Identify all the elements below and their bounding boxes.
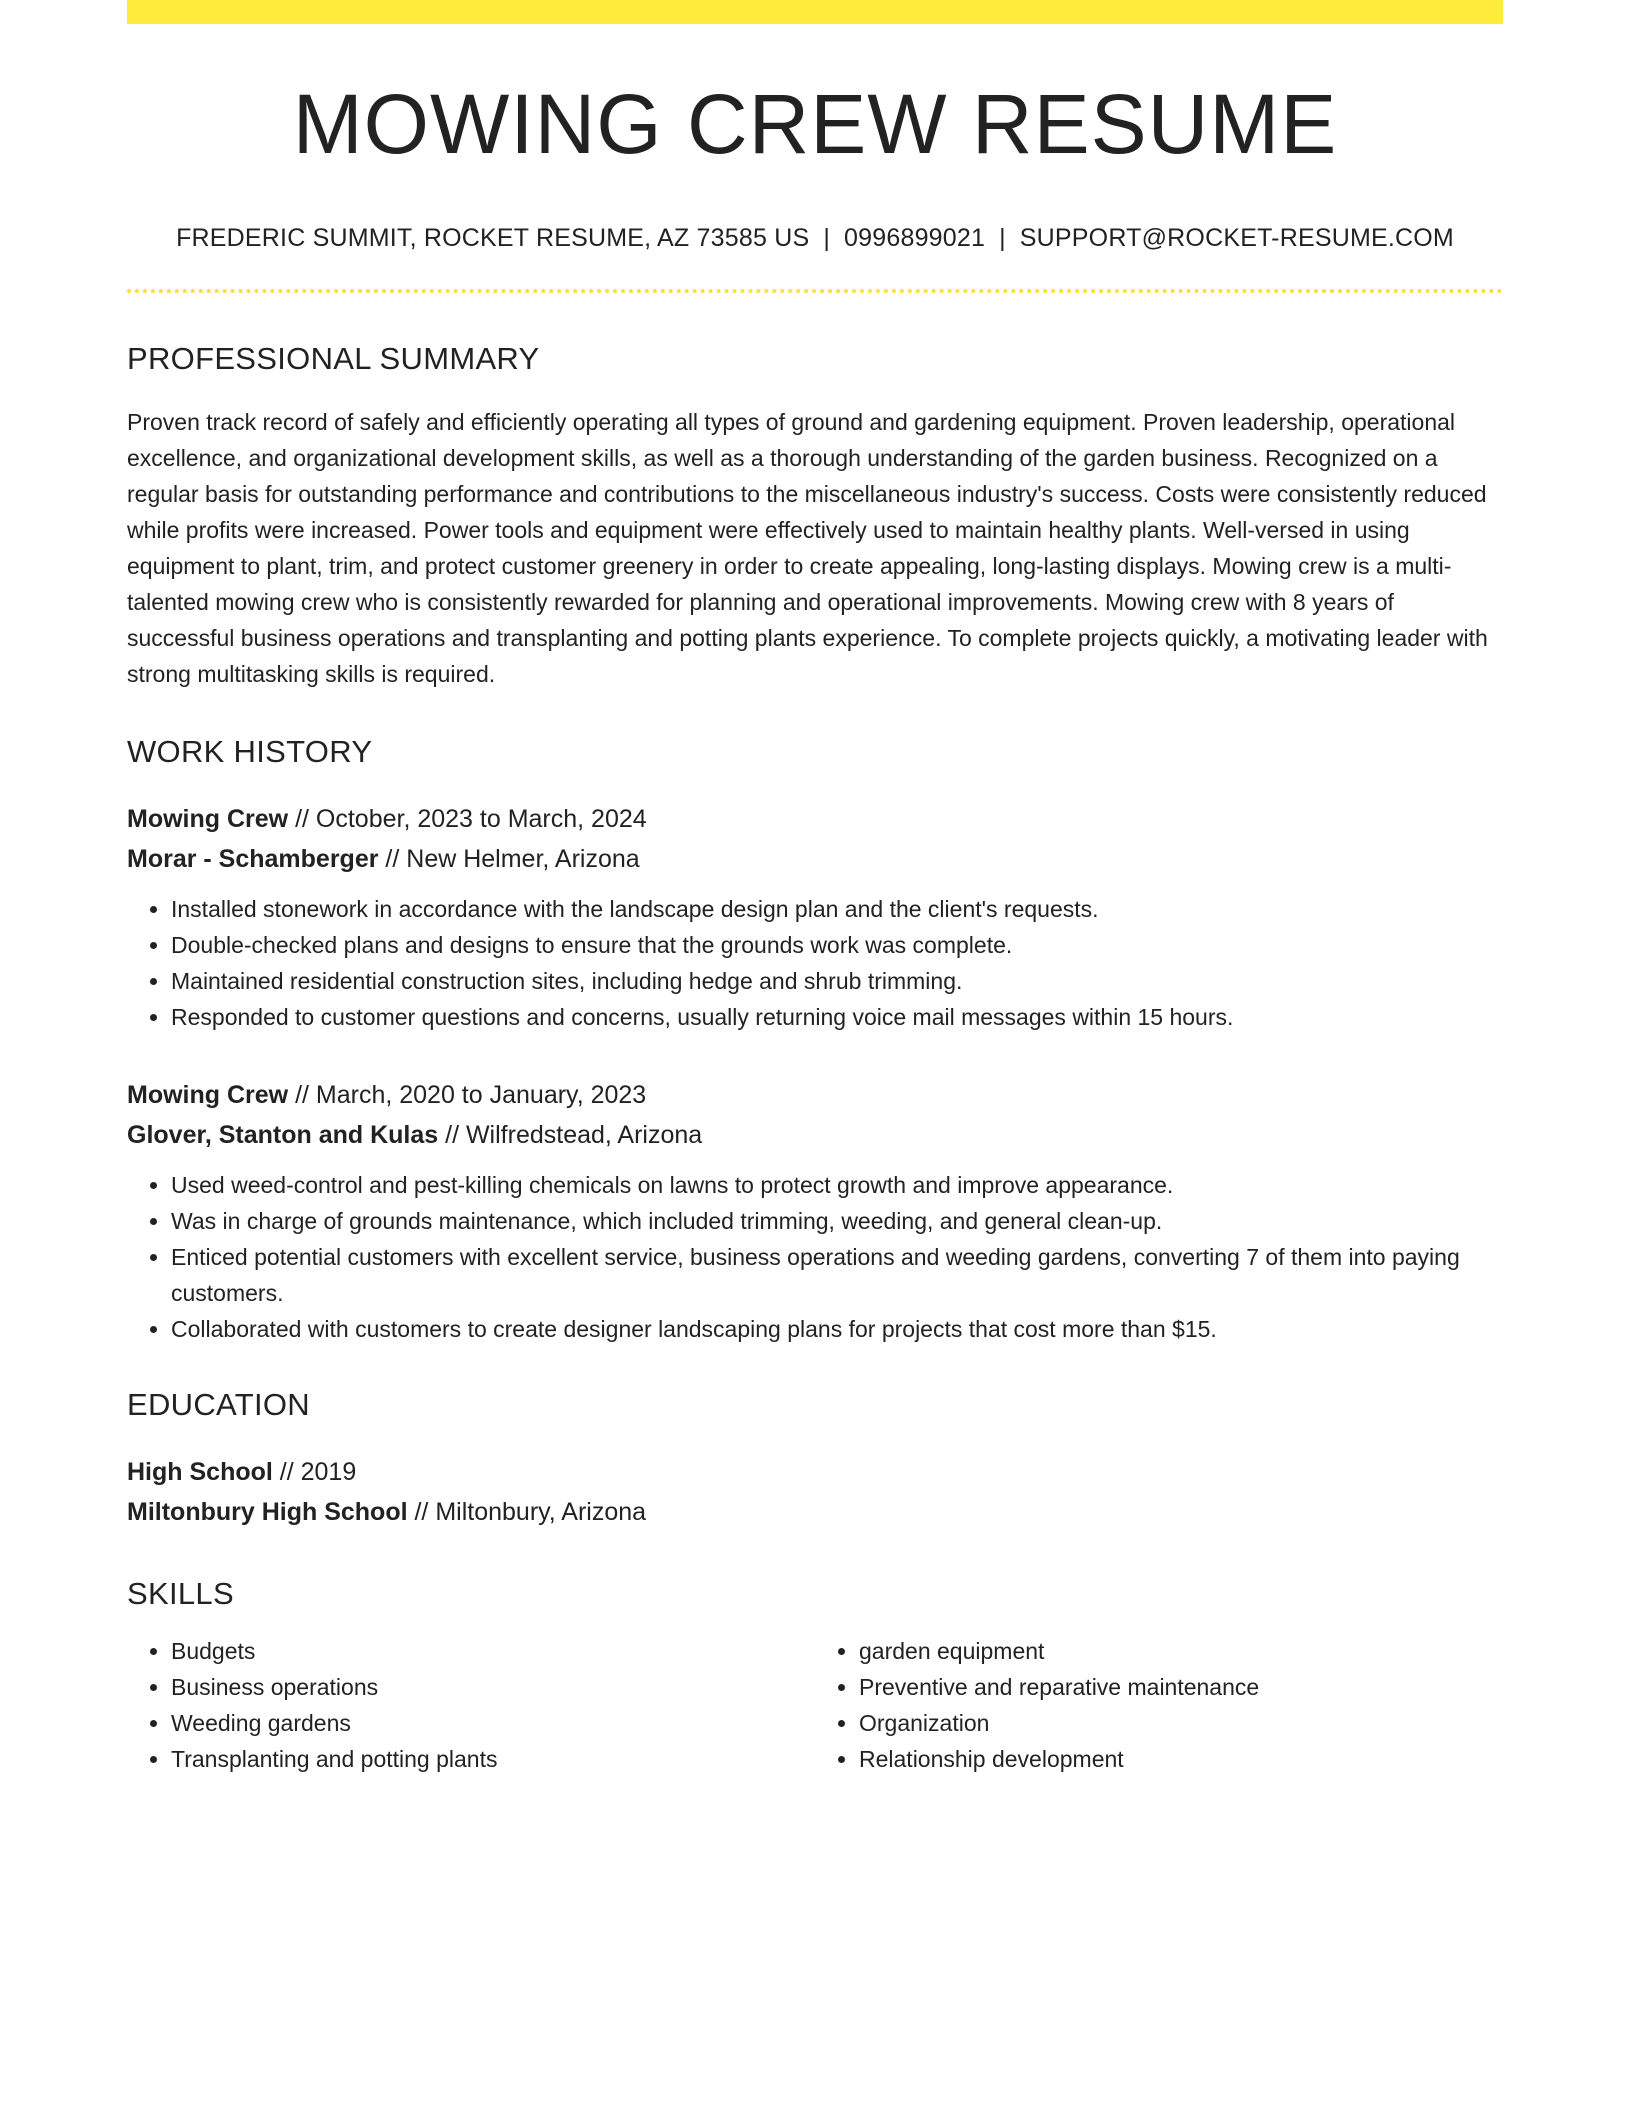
job-title-line [127, 799, 1503, 839]
job-bullets [127, 1167, 1503, 1347]
resume-title: MOWING CREW RESUME [292, 77, 1338, 171]
skills-grid [127, 1633, 1503, 1777]
skill-item: • Transplanting and potting plants [171, 1741, 815, 1777]
skills-column-right [815, 1633, 1503, 1777]
job-bullets [127, 891, 1503, 1035]
header-divider [127, 289, 1503, 293]
job-company-line [127, 839, 1503, 879]
skill-item: • Preventive and reparative maintenance [859, 1669, 1503, 1705]
resume-page [127, 0, 1503, 1777]
job-entry [127, 799, 1503, 1035]
job-dates: // March, 2020 to January, 2023 [295, 1081, 647, 1109]
summary-heading: PROFESSIONAL SUMMARY [127, 341, 540, 376]
skill-item: • Organization [859, 1705, 1503, 1741]
contact-separator: | [823, 224, 831, 252]
contact-separator: | [999, 224, 1006, 252]
job-location: // New Helmer, Arizona [385, 845, 640, 873]
job-bullet: • Responded to customer questions and concerns, usually returning voice mail messages within 15 hours. [171, 999, 1503, 1035]
job-bullet: • Was in charge of grounds maintenance, which included trimming, weeding, and general clean-up. [171, 1203, 1503, 1239]
job-bullet: • Maintained residential construction sites, including hedge and shrub trimming. [171, 963, 1503, 999]
education-school: Miltonbury High School [127, 1498, 408, 1526]
job-location: // Wilfredstead, Arizona [445, 1121, 703, 1149]
contact-phone: 0996899021 [844, 224, 986, 252]
job-bullet: • Enticed potential customers with excellent service, business operations and weeding gardens, converting 7 of them into paying customers. [171, 1239, 1503, 1311]
education-degree-line [127, 1452, 1503, 1492]
job-dates: // October, 2023 to March, 2024 [295, 805, 647, 833]
contact-email: SUPPORT@ROCKET-RESUME.COM [1019, 224, 1454, 252]
skill-item: • garden equipment [859, 1633, 1503, 1669]
job-bullet: • Collaborated with customers to create designer landscaping plans for projects that cost more than $15. [171, 1311, 1503, 1347]
education-location: // Miltonbury, Arizona [414, 1498, 647, 1526]
job-bullet: • Installed stonework in accordance with the landscape design plan and the client's requests. [171, 891, 1503, 927]
work-history-heading: WORK HISTORY [127, 734, 373, 769]
job-title-line [127, 1075, 1503, 1115]
job-bullet: • Double-checked plans and designs to ensure that the grounds work was complete. [171, 927, 1503, 963]
skills-heading: SKILLS [127, 1576, 234, 1611]
skill-item: • Weeding gardens [171, 1705, 815, 1741]
skills-column-left [127, 1633, 815, 1777]
skill-item: • Business operations [171, 1669, 815, 1705]
job-bullet: • Used weed-control and pest-killing chemicals on lawns to protect growth and improve appearance. [171, 1167, 1503, 1203]
contact-address: FREDERIC SUMMIT, ROCKET RESUME, AZ 73585 US [176, 224, 810, 252]
education-entry [127, 1452, 1503, 1532]
education-year: // 2019 [279, 1458, 357, 1486]
education-heading: EDUCATION [127, 1387, 310, 1422]
job-company-line [127, 1115, 1503, 1155]
job-entry [127, 1075, 1503, 1347]
skill-item: • Budgets [171, 1633, 815, 1669]
job-title: Mowing Crew [127, 805, 289, 833]
education-degree: High School [127, 1458, 273, 1486]
job-company: Glover, Stanton and Kulas [127, 1121, 439, 1149]
education-school-line [127, 1492, 1503, 1532]
job-title: Mowing Crew [127, 1081, 289, 1109]
top-accent-bar [127, 0, 1503, 24]
summary-text: Proven track record of safely and efficiently operating all types of ground and gardening equipment. Proven leadership, operational excellence, and organizational development skills, as well as a thorough understanding of the garden business. Recognized on a regular basis for outstanding performance and contributions to the miscellaneous industry's success. Costs were consistently reduced while profits were increased. Power tools and equipment were effectively used to maintain healthy plants. Well-versed in using equipment to plant, trim, and protect customer greenery in order to create appealing, long-lasting displays. Mowing crew is a multi-talented mowing crew who is consistently rewarded for planning and operational improvements. Mowing crew with 8 years of successful business operations and transplanting and potting plants experience. To complete projects quickly, a motivating leader with strong multitasking skills is required. [127, 409, 1488, 687]
contact-line [127, 224, 1503, 253]
skill-item: • Relationship development [859, 1741, 1503, 1777]
job-company: Morar - Schamberger [127, 845, 379, 873]
